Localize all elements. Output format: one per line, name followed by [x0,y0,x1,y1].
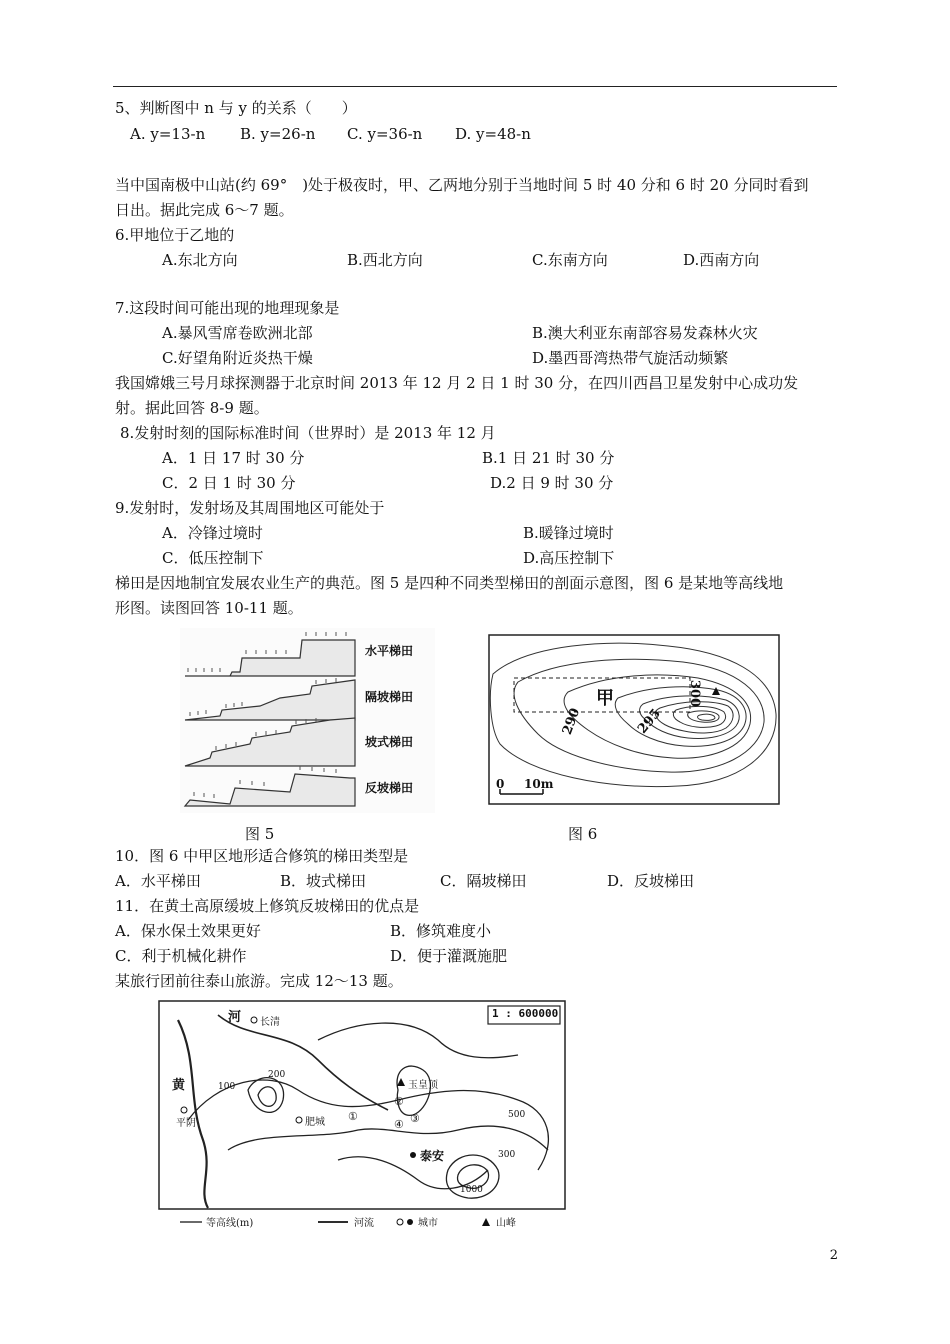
map-contour-1000: 1000 [460,1185,483,1195]
map-place-pingyin: 平阴 [176,1118,196,1129]
map-marker-3: ③ [410,1112,420,1125]
q9-option-b: B.暖锋过境时 [523,524,614,542]
q8-option-c: C．2 日 1 时 30 分 [162,474,296,492]
q7-option-b: B.澳大利亚东南部容易发森林火灾 [532,324,758,342]
q9-stem: 9.发射时，发射场及其周围地区可能处于 [115,499,385,517]
q5-option-b: B. y=26-n [240,125,316,143]
map-place-yuhuangding: 玉皇顶 [408,1080,438,1091]
intro-6-7-line1: 当中国南极中山站(约 69° )处于极夜时，甲、乙两地分别于当地时间 5 时 40 分和 6 时 20 分同时看到 [115,176,809,194]
page-number: 2 [829,1248,838,1263]
fig5-label-reverse: 反坡梯田 [365,781,414,795]
figure-5-terrace-profiles [180,628,435,813]
intro-10-11-line2: 形图。读图回答 10-11 题。 [115,599,303,617]
q7-option-a: A.暴风雪席卷欧洲北部 [162,324,313,342]
map-legend-peak: 山峰 [496,1218,516,1229]
fig5-caption: 图 5 [245,825,275,843]
q6-option-c: C.东南方向 [532,251,608,269]
q8-option-b: B.1 日 21 时 30 分 [482,449,615,467]
fig6-caption: 图 6 [568,825,598,843]
fig5-label-separated: 隔坡梯田 [365,690,414,704]
taishan-contour-map [158,1000,568,1234]
q5-option-c: C. y=36-n [347,125,423,143]
q9-option-a: A．冷锋过境时 [162,524,263,542]
q10-stem: 10．图 6 中甲区地形适合修筑的梯田类型是 [115,847,409,865]
header-rule [113,86,837,87]
q11-option-b: B．修筑难度小 [390,922,492,940]
q11-option-a: A．保水保土效果更好 [115,922,261,940]
fig6-contour-290: 290 [559,706,584,737]
q8-option-d: D.2 日 9 时 30 分 [490,474,614,492]
map-contour-300: 300 [498,1150,516,1160]
map-contour-200: 200 [268,1070,286,1080]
fig6-scale-zero: 0 [496,777,505,791]
q5-option-d: D. y=48-n [455,125,531,143]
q11-option-d: D．便于灌溉施肥 [390,947,508,965]
q10-option-d: D．反坡梯田 [607,872,695,890]
q7-option-c: C.好望角附近炎热干燥 [162,349,313,367]
fig6-contour-295: 295 [635,706,665,737]
map-legend-river: 河流 [354,1218,374,1229]
intro-10-11-line1: 梯田是因地制宜发展农业生产的典范。图 5 是四种不同类型梯田的剖面示意图，图 6 是某地等高线地 [115,574,784,592]
map-contour-500: 500 [508,1110,526,1120]
q8-stem: 8.发射时刻的国际标准时间（世界时）是 2013 年 12 月 [120,424,496,442]
q8-option-a: A．1 日 17 时 30 分 [162,449,305,467]
map-river-char-he: 河 [228,1010,242,1025]
fig6-area-label: 甲 [596,688,614,709]
map-legend-contour: 等高线(m) [206,1218,254,1229]
map-place-taian: 泰安 [420,1149,445,1163]
q5-option-a: A. y=13-n [130,125,206,143]
q5-stem: 5、判断图中 n 与 y 的关系（ ） [115,99,357,117]
figure-6-contour-map [488,634,780,805]
q6-stem: 6.甲地位于乙地的 [115,226,235,244]
map-place-feicheng: 肥城 [305,1117,325,1128]
q6-option-d: D.西南方向 [683,251,760,269]
map-river-char-huang: 黄 [172,1078,186,1093]
fig5-label-level: 水平梯田 [365,644,414,658]
q9-option-d: D.高压控制下 [523,549,615,567]
fig5-label-slope: 坡式梯田 [365,735,414,749]
fig6-scale-length: 10m [524,777,554,791]
map-marker-4: ④ [394,1118,404,1131]
q10-option-a: A．水平梯田 [115,872,201,890]
map-contour-100: 100 [218,1082,236,1092]
taishan-map-drawing [158,1000,568,1234]
map-place-changqing: 长清 [260,1017,280,1028]
q10-option-b: B．坡式梯田 [280,872,367,890]
map-scale: 1 : 600000 [492,1007,559,1020]
q7-option-d: D.墨西哥湾热带气旋活动频繁 [532,349,729,367]
q10-option-c: C．隔坡梯田 [440,872,527,890]
q6-option-b: B.西北方向 [347,251,423,269]
intro-8-9-line1: 我国嫦娥三号月球探测器于北京时间 2013 年 12 月 2 日 1 时 30 分，在四川西昌卫星发射中心成功发 [115,374,799,392]
q11-stem: 11．在黄土高原缓坡上修筑反坡梯田的优点是 [115,897,420,915]
map-legend-city: 城市 [418,1218,438,1229]
intro-8-9-line2: 射。据此回答 8-9 题。 [115,399,269,417]
intro-12-13: 某旅行团前往泰山旅游。完成 12～13 题。 [115,972,403,990]
q6-option-a: A.东北方向 [162,251,238,269]
q11-option-c: C．利于机械化耕作 [115,947,247,965]
q9-option-c: C．低压控制下 [162,549,264,567]
fig6-contour-300: 300 [687,679,703,708]
map-marker-2: ② [394,1095,404,1108]
map-marker-1: ① [348,1110,358,1123]
intro-6-7-line2: 日出。据此完成 6～7 题。 [115,201,294,219]
q7-stem: 7.这段时间可能出现的地理现象是 [115,299,340,317]
